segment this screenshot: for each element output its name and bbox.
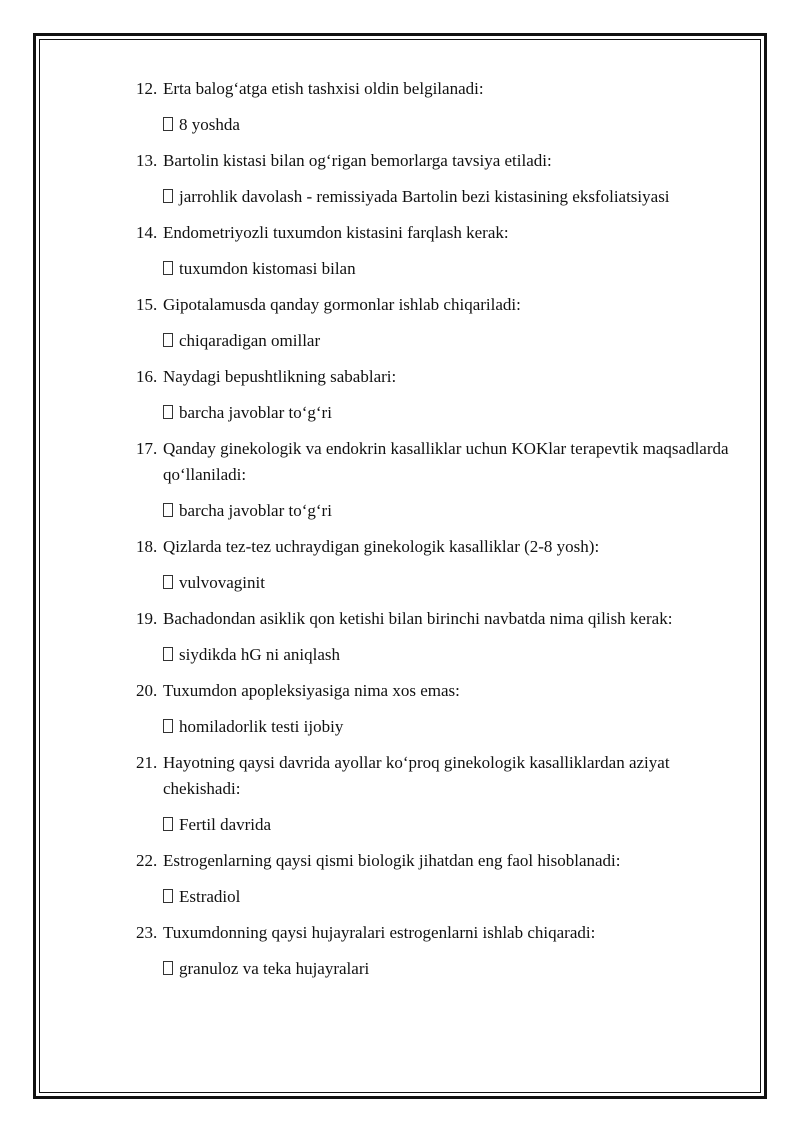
missing-glyph-box-icon xyxy=(163,961,173,975)
missing-glyph-box-icon xyxy=(163,189,173,203)
question-item xyxy=(136,220,736,282)
missing-glyph-box-icon xyxy=(163,719,173,733)
question-number: 14. xyxy=(136,223,158,242)
question-list xyxy=(136,76,736,992)
question-text: Naydagi bepushtlikning sabablari: xyxy=(163,367,397,386)
question xyxy=(136,750,736,802)
answer-text: homiladorlik testi ijobiy xyxy=(179,717,344,736)
question-text: Endometriyozli tuxumdon kistasini farqlash kerak: xyxy=(163,223,509,242)
missing-glyph-box-icon xyxy=(163,889,173,903)
question-text: Hayotning qaysi davrida ayollar ko‘proq ginekologik kasalliklardan aziyat chekishadi: xyxy=(163,753,670,798)
answer-text: jarrohlik davolash - remissiyada Bartolin bezi kistasining eksfoliatsiyasi xyxy=(179,187,670,206)
missing-glyph-box-icon xyxy=(163,647,173,661)
missing-glyph-box-icon xyxy=(163,405,173,419)
question xyxy=(136,436,736,488)
question-item xyxy=(136,148,736,210)
question-number: 16. xyxy=(136,367,158,386)
answer-text: tuxumdon kistomasi bilan xyxy=(179,259,356,278)
question-item xyxy=(136,364,736,426)
answer xyxy=(136,956,736,982)
missing-glyph-box-icon xyxy=(163,117,173,131)
question-number: 22. xyxy=(136,851,158,870)
question-item xyxy=(136,534,736,596)
answer-text: barcha javoblar to‘g‘ri xyxy=(179,501,332,520)
answer xyxy=(136,714,736,740)
answer-text: 8 yoshda xyxy=(179,115,240,134)
question xyxy=(136,534,736,560)
question-item xyxy=(136,292,736,354)
question-item xyxy=(136,606,736,668)
question-item xyxy=(136,678,736,740)
question-number: 17. xyxy=(136,439,158,458)
answer-text: Fertil davrida xyxy=(179,815,272,834)
question-number: 21. xyxy=(136,753,158,772)
question-text: Tuxumdonning qaysi hujayralari estrogenlarni ishlab chiqaradi: xyxy=(163,923,596,942)
answer xyxy=(136,812,736,838)
missing-glyph-box-icon xyxy=(163,333,173,347)
question-text: Qanday ginekologik va endokrin kasalliklar uchun KOKlar terapevtik maqsadlarda qo‘llaniladi: xyxy=(163,439,729,484)
answer xyxy=(136,256,736,282)
question-number: 23. xyxy=(136,923,158,942)
question-number: 15. xyxy=(136,295,158,314)
answer-text: granuloz va teka hujayralari xyxy=(179,959,370,978)
answer xyxy=(136,498,736,524)
answer xyxy=(136,184,736,210)
question xyxy=(136,292,736,318)
missing-glyph-box-icon xyxy=(163,817,173,831)
question-number: 18. xyxy=(136,537,158,556)
answer xyxy=(136,112,736,138)
question xyxy=(136,848,736,874)
answer-text: siydikda hG ni aniqlash xyxy=(179,645,341,664)
question-number: 20. xyxy=(136,681,158,700)
missing-glyph-box-icon xyxy=(163,575,173,589)
question xyxy=(136,76,736,102)
question xyxy=(136,606,736,632)
answer xyxy=(136,570,736,596)
question xyxy=(136,220,736,246)
question-text: Erta balog‘atga etish tashxisi oldin belgilanadi: xyxy=(163,79,484,98)
answer-text: chiqaradigan omillar xyxy=(179,331,321,350)
question-item xyxy=(136,76,736,138)
question-text: Bartolin kistasi bilan og‘rigan bemorlarga tavsiya etiladi: xyxy=(163,151,552,170)
question xyxy=(136,678,736,704)
question-text: Gipotalamusda qanday gormonlar ishlab chiqariladi: xyxy=(163,295,521,314)
question-item xyxy=(136,436,736,524)
answer-text: vulvovaginit xyxy=(179,573,265,592)
question xyxy=(136,920,736,946)
question-item xyxy=(136,848,736,910)
question-text: Qizlarda tez-tez uchraydigan ginekologik kasalliklar (2-8 yosh): xyxy=(163,537,600,556)
answer-text: barcha javoblar to‘g‘ri xyxy=(179,403,332,422)
question xyxy=(136,364,736,390)
missing-glyph-box-icon xyxy=(163,503,173,517)
question-item xyxy=(136,920,736,982)
missing-glyph-box-icon xyxy=(163,261,173,275)
question-number: 13. xyxy=(136,151,158,170)
answer xyxy=(136,884,736,910)
answer-text: Estradiol xyxy=(179,887,241,906)
question-text: Estrogenlarning qaysi qismi biologik jihatdan eng faol hisoblanadi: xyxy=(163,851,621,870)
question xyxy=(136,148,736,174)
question-item xyxy=(136,750,736,838)
answer xyxy=(136,400,736,426)
question-text: Tuxumdon apopleksiyasiga nima xos emas: xyxy=(163,681,460,700)
question-text: Bachadondan asiklik qon ketishi bilan birinchi navbatda nima qilish kerak: xyxy=(163,609,673,628)
answer xyxy=(136,642,736,668)
answer xyxy=(136,328,736,354)
question-number: 12. xyxy=(136,79,158,98)
question-number: 19. xyxy=(136,609,158,628)
